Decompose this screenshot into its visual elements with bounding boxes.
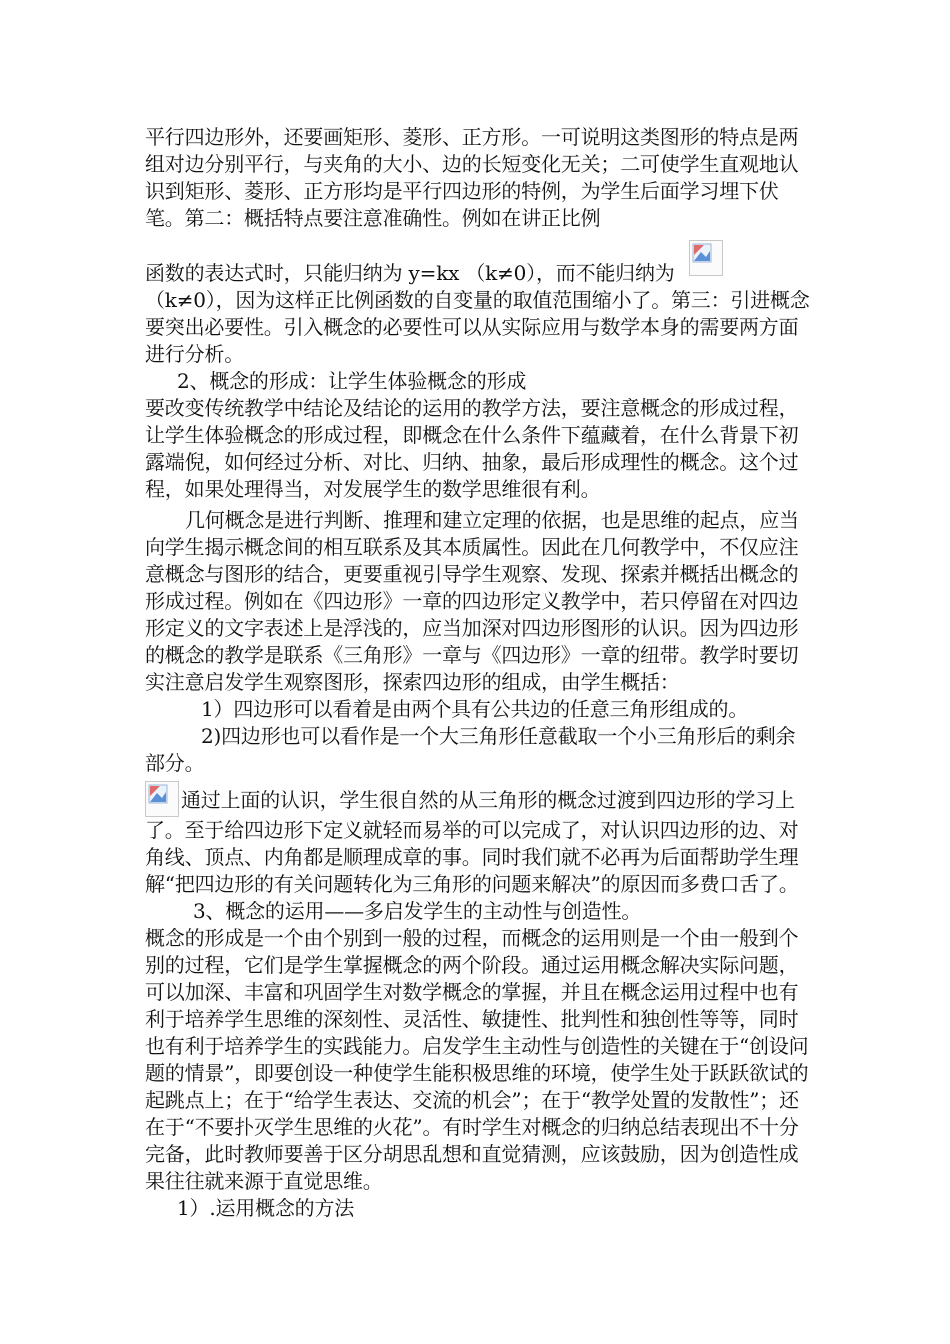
- broken-image-icon: [689, 240, 723, 276]
- list-item-1-text: 1）四边形可以看着是由两个具有公共边的任意三角形组成的。: [201, 697, 749, 721]
- paragraph-1-continuation-text: （k≠0），因为这样正比例函数的自变量的取值范围缩小了。第三：引进概念要突出必要性。引入概念的必要性可以从实际应用与数学本身的需要两方面进行分析。: [145, 288, 810, 366]
- section-heading-4: [145, 1195, 815, 1222]
- paragraph-3-text: 几何概念是进行判断、推理和建立定理的依据，也是思维的起点，应当向学生揭示概念间的相互联系及其本质属性。因此在几何教学中，不仅应注意概念与图形的结合，更要重视引导学生观察、发现、探索并概括出概念的形成过程。例如在《四边形》一章的四边形定义教学中，若只停留在对四边形定义的文字表述上是浮浅的，应当加深对四边形图形的认识。因为四边形的概念的教学是联系《三角形》一章与《四边形》一章的纽带。教学时要切实注意启发学生观察图形，探索四边形的组成，由学生概括：: [145, 508, 799, 694]
- section-heading-3-text: 3、概念的运用——多启发学生的主动性与创造性。: [193, 899, 642, 923]
- section-heading-3: [145, 898, 815, 925]
- paragraph-1-continuation: [145, 287, 815, 368]
- paragraph-1-formula-line: [145, 240, 815, 287]
- broken-image-icon: [145, 781, 179, 817]
- section-heading-2-text: 2、概念的形成：让学生体验概念的形成: [177, 369, 527, 393]
- list-item-1: [145, 696, 815, 723]
- paragraph-1-formula-text: 函数的表达式时，只能归纳为 y=kx （k≠0），而不能归纳为: [145, 261, 675, 285]
- paragraph-3: [145, 507, 815, 696]
- paragraph-5: [145, 925, 815, 1195]
- broken-image-icon-graphic: [148, 784, 170, 806]
- broken-image-icon-graphic: [692, 243, 714, 265]
- paragraph-5-text: 概念的形成是一个由个别到一般的过程，而概念的运用则是一个由一般到个别的过程，它们是学生掌握概念的两个阶段。通过运用概念解决实际问题，可以加深、丰富和巩固学生对数学概念的掌握，并且在概念运用过程中也有利于培养学生思维的深刻性、灵活性、敏捷性、批判性和独创性等等，同时也有利于培养学生的实践能力。启发学生主动性与创造性的关键在于“创设问题的情景”，即要创设一种使学生能积极思维的环境，使学生处于跃跃欲试的起跳点上；在于“给学生表达、交流的机会”；在于“教学处置的发散性”；还在于“不要扑灭学生思维的火花”。有时学生对概念的归纳总结表现出不十分完备，此时教师要善于区分胡思乱想和直觉猜测，应该鼓励，因为创造性成果往往就来源于直觉思维。: [145, 926, 809, 1193]
- section-heading-2: [145, 368, 815, 395]
- section-heading-4-text: 1）.运用概念的方法: [177, 1196, 355, 1220]
- paragraph-1: [145, 124, 815, 232]
- paragraph-2-text: 要改变传统教学中结论及结论的运用的教学方法，要注意概念的形成过程，让学生体验概念的形成过程，即概念在什么条件下蕴藏着，在什么背景下初露端倪，如何经过分析、对比、归纳、抽象，最后形成理性的概念。这个过程，如果处理得当，对发展学生的数学思维很有利。: [145, 396, 799, 501]
- paragraph-4: [145, 781, 815, 898]
- document-body: [145, 124, 815, 1222]
- list-item-2-text: 2)四边形也可以看作是一个大三角形任意截取一个小三角形后的剩余部分。: [145, 724, 796, 775]
- list-item-2: [145, 723, 815, 777]
- paragraph-2: [145, 395, 815, 503]
- paragraph-4-text: 通过上面的认识，学生很自然的从三角形的概念过渡到四边形的学习上了。至于给四边形下定义就轻而易举的可以完成了，对认识四边形的边、对角线、顶点、内角都是顺理成章的事。同时我们就不必再为后面帮助学生理解“把四边形的有关问题转化为三角形的问题来解决”的原因而多费口舌了。: [145, 788, 799, 896]
- paragraph-1-text: 平行四边形外，还要画矩形、菱形、正方形。一可说明这类图形的特点是两组对边分别平行，与夹角的大小、边的长短变化无关；二可使学生直观地认识到矩形、菱形、正方形均是平行四边形的特例，为学生后面学习埋下伏笔。第二：概括特点要注意准确性。例如在讲正比例: [145, 125, 799, 230]
